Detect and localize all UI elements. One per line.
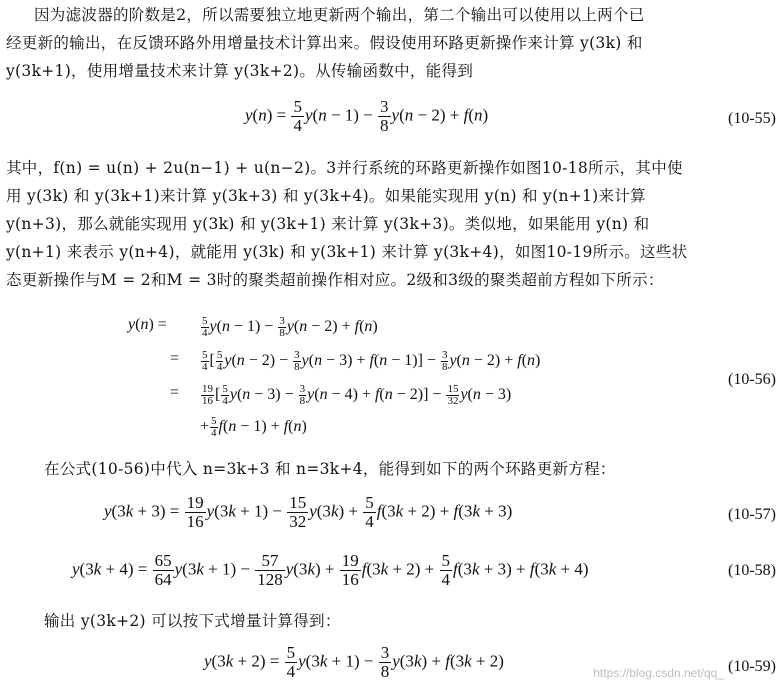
para1-line1: 因为滤波器的阶数是2，所以需要独立地更新两个输出，第二个输出可以使用以上两个已 — [34, 6, 645, 24]
watermark: https://blog.csdn.net/qq_ — [593, 666, 724, 680]
equation-number-10-56: (10-56) — [728, 371, 776, 388]
equation-10-57: y(3k + 3) = $\frac{19}{16}$ y(3k + 1) − $\frac{15}{32}$ y(3k) + $\frac{5}{4}$ f(3k + 2) + f(3k + 3) — [104, 493, 513, 531]
para3-line1: 在公式(10-56)中代入 n=3k+3 和 n=3k+4，能得到如下的两个环路更新方程： — [44, 460, 616, 478]
equation-number-10-57: (10-57) — [728, 506, 776, 523]
para1-line3: y(3k+1)，使用增量技术来计算 y(3k+2)。从传输函数中，能得到 — [6, 62, 474, 80]
equation-10-58: y(3k + 4) = $\frac{65}{64}$ y(3k + 1) − $\frac{57}{128}$ y(3k) + $\frac{19}{16}$ f(3k + 2) + $\frac{5}{4}$ f(3k + 3) + f(3k + 4) — [72, 551, 589, 589]
document-page: 因为滤波器的阶数是2，所以需要独立地更新两个输出，第二个输出可以使用以上两个已 经更新的输出，在反馈环路外用增量技术计算出来。假设使用环路更新操作来计算 y(3k) 和 y(3k+1)，使用增量技术来计算 y(3k+2)。从传输函数中，能得到 y(n) = $\frac{5}{4}$ y(n − 1) − $\frac{3}{8}$ y(n − 2) + f(n) (10-55) 其中，f(n) = u(n) + 2u(n−1) + u(n−2)。3并行系统的环路更新操作如图10-18所示，其中使 用 y(3k) 和 y(3k+1)来计算 y(3k+3) 和 y(3k+4)。如果能实现用 y(n) 和 y(n+1)来计算 y(n+3)，那么就能实现用 y(3k) 和 y(3k+1) 来计算 y(3k+3)。类似地，如果能用 y(n) 和 y(n+1) 来表示 y(n+4)，就能用 y(3k) 和 y(3k+1) 来计算 y(3k+4)，如图10-19所示。这些状 态更新操作与M = 2和M = 3时的聚类超前操作相对应。2级和3级的聚类超前方程如下所示： y(n) = $\frac{5}{4}$ y(n − 1) − $\frac{3}{8}$ y(n − 2) + f(n) = $\frac{5}{4}$ [ $\frac{5}{4}$ y(n − 2) − $\frac{3}{8}$ y(n − 3) + f(n − 1)] − $\frac{3}{8}$ y(n − 2) + f(n) = $\frac{19}{16}$ [ $\frac{5}{4}$ y(n − 3) − $\frac{3}{8}$ y(n − 4) + f(n − 2)] − $\frac{15}{32}$ y(n − 3) + $\frac{5}{4}$ f(n − 1) + f(n) (10-56) 在公式(10-56)中代入 n=3k+3 和 n=3k+4，能得到如下的两个环路更新方程： y(3k + 3) = $\frac{19}{16}$ y(3k + 1) − $\frac{15}{32}$ y(3k) + $\frac{5}{4}$ f(3k + 2) + f(3k + 3) (10-57) y(3k + 4) = $\frac{65}{64}$ y(3k + 1) − $\frac{57}{128}$ y(3k) + $\frac{19}{16}$ f(3k + 2) + $\frac{5}{4}$ f(3k + 3) + f(3k + 4) (10-58) 输出 y(3k+2) 可以按下式增量计算得到： y(3k + 2) = $\frac{5}{4}$ y(3k + 1) − $\frac{3}{8}$ y(3k) + f(3k + 2) (10-59) https://blog.csdn.net/qq_ — [0, 0, 784, 684]
para2-line3: y(n+3)，那么就能实现用 y(3k) 和 y(3k+1) 来计算 y(3k+3)。类似地，如果能用 y(n) 和 — [6, 215, 650, 233]
equation-number-10-55: (10-55) — [728, 110, 776, 127]
para4-line1: 输出 y(3k+2) 可以按下式增量计算得到： — [44, 612, 341, 630]
equation-10-55: y(n) = $\frac{5}{4}$ y(n − 1) − $\frac{3}{8}$ y(n − 2) + f(n) — [245, 97, 489, 135]
equation-number-10-58: (10-58) — [728, 562, 776, 579]
para2-line1: 其中，f(n) = u(n) + 2u(n−1) + u(n−2)。3并行系统的环路更新操作如图10-18所示，其中使 — [6, 159, 683, 177]
para2-line5: 态更新操作与M = 2和M = 3时的聚类超前操作相对应。2级和3级的聚类超前方程如下所示： — [6, 271, 664, 289]
para1-line2: 经更新的输出，在反馈环路外用增量技术计算出来。假设使用环路更新操作来计算 y(3k) 和 — [6, 34, 643, 52]
equation-number-10-59: (10-59) — [728, 658, 776, 675]
equation-10-59: y(3k + 2) = $\frac{5}{4}$ y(3k + 1) − $\frac{3}{8}$ y(3k) + f(3k + 2) — [204, 643, 504, 681]
para2-line4: y(n+1) 来表示 y(n+4)，就能用 y(3k) 和 y(3k+1) 来计算 y(3k+4)，如图10-19所示。这些状 — [6, 243, 688, 261]
para2-line2: 用 y(3k) 和 y(3k+1)来计算 y(3k+3) 和 y(3k+4)。如果能实现用 y(n) 和 y(n+1)来计算 — [6, 187, 646, 205]
